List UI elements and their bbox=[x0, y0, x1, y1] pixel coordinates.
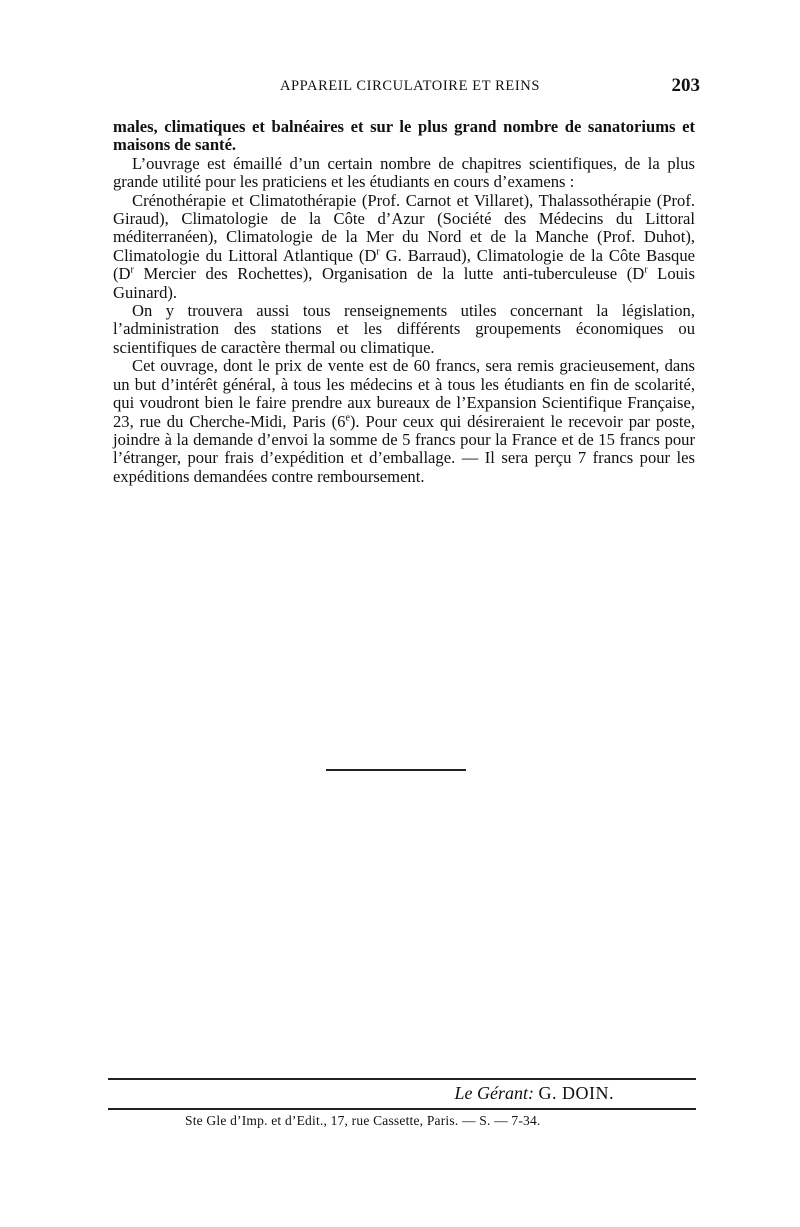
footer-rule-bottom bbox=[108, 1108, 696, 1110]
running-title: APPAREIL CIRCULATOIRE ET REINS bbox=[279, 78, 541, 94]
paragraph-price bbox=[113, 357, 695, 486]
gerant-line bbox=[108, 1083, 614, 1104]
gerant-label: Le Gérant: bbox=[454, 1083, 534, 1103]
gerant-name: G. DOIN. bbox=[538, 1083, 614, 1103]
text-span: Crénothérapie et Climatothérapie (Prof. Carnot et Villaret), Thalassothérapie (Prof. Giraud), Climatologie de la Côte d’Azur (Société des Médecins du Littoral méditerranéen), Climatologie de la Mer du Nord et de la Manche (Prof. Duhot), Climatologie du Littoral Atlantique (D bbox=[113, 190, 695, 265]
text-span: Cet ouvrage, dont le prix de vente est de 60 francs, sera remis gracieusement, dans un but d’intérêt général, à tous les médecins et à tous les étudiants en fin de scolarité, qui voudront bien le faire prendre aux bureaux de l’Expansion Scientifique Française, 23, rue du Cherche-Midi, Paris (6 bbox=[113, 356, 695, 431]
printer-imprint: Ste Gle d’Imp. et d’Edit., 17, rue Cassette, Paris. — S. — 7-34. bbox=[185, 1113, 541, 1128]
page-number: 203 bbox=[671, 75, 700, 96]
paragraph-information: On y trouvera aussi tous renseignements utiles concernant la législation, l’administration des stations et les différents groupements économiques ou scientifiques de caractère thermal ou climatique. bbox=[113, 301, 695, 357]
text-span: G. Barraud), Climatologie de la Côte Basque (D bbox=[113, 245, 695, 284]
text-span: Mercier des Rochettes), Organisation de la lutte anti-tuberculeuse (D bbox=[133, 264, 645, 284]
superscript: r bbox=[644, 264, 648, 276]
paragraph-chapters-list bbox=[113, 192, 695, 302]
body-text bbox=[113, 118, 695, 486]
paragraph-chapters-intro: L’ouvrage est émaillé d’un certain nombre de chapitres scientifiques, de la plus grande utilité pour les praticiens et les étudiants en cours d’examens : bbox=[113, 153, 695, 192]
superscript: r bbox=[130, 264, 134, 276]
superscript: e bbox=[345, 411, 350, 423]
footer-rule-top bbox=[108, 1078, 696, 1080]
text-span: Louis Guinard). bbox=[113, 264, 695, 302]
superscript: r bbox=[376, 246, 380, 258]
running-head bbox=[100, 75, 700, 99]
text-span: ). Pour ceux qui désireraient le recevoir par poste, joindre à la demande d’envoi la somme de 5 francs pour la France et de 15 francs pour l’étranger, pour frais d’expédition et d’emballage. — Il sera perçu 7 francs pour les expéditions demandées contre remboursement. bbox=[113, 411, 695, 486]
section-separator bbox=[326, 769, 466, 771]
paragraph-continuation: males, climatiques et balnéaires et sur le plus grand nombre de sanatoriums et maisons de santé. bbox=[113, 117, 695, 155]
